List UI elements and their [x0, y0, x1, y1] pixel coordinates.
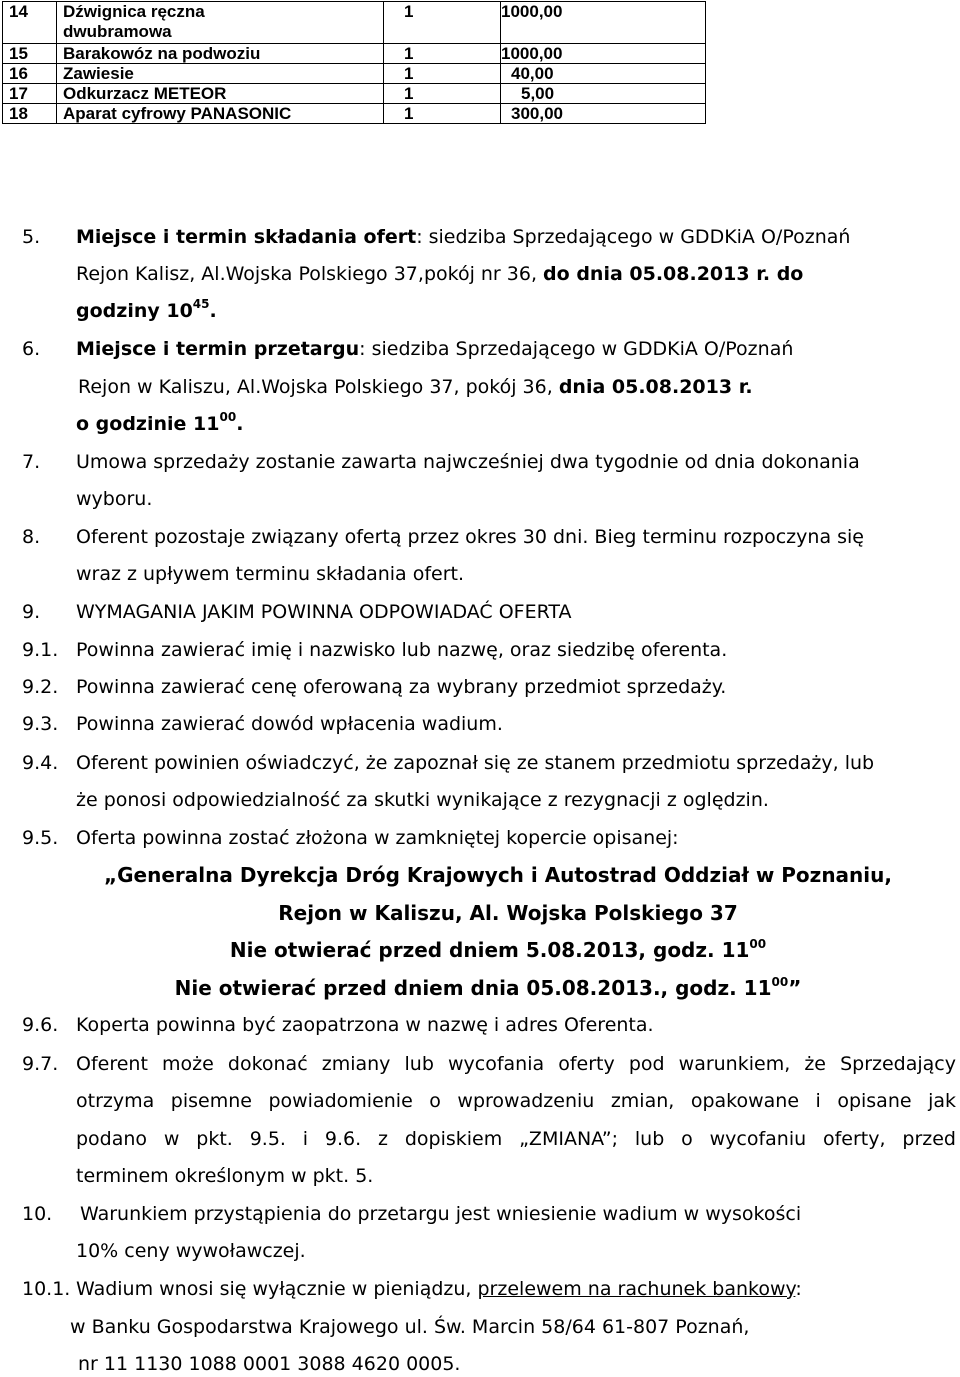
section-9-2-line-1: Powinna zawierać cenę oferowaną za wybrany przedmiot sprzedaży.: [76, 676, 727, 698]
section-9-1-number: 9.1.: [22, 639, 59, 661]
section-6-line-2: Rejon w Kaliszu, Al.Wojska Polskiego 37, pokój 36, dnia 05.08.2013 r.: [78, 376, 753, 398]
section-9-7-number: 9.7.: [22, 1053, 59, 1075]
item-quantity: 1: [384, 84, 501, 104]
row-number: 15: [3, 44, 57, 64]
items-table: [2, 1, 706, 124]
item-value: 1000,00: [501, 2, 706, 44]
table-row: [3, 44, 706, 64]
table-row: [3, 104, 706, 124]
table-row: [3, 84, 706, 104]
section-9-number: 9.: [22, 601, 41, 623]
section-9-2-number: 9.2.: [22, 676, 59, 698]
section-7-line-1: Umowa sprzedaży zostanie zawarta najwcześniej dwa tygodnie od dnia dokonania: [76, 451, 860, 473]
row-number: 16: [3, 64, 57, 84]
section-5-line-1: Miejsce i termin składania ofert: siedziba Sprzedającego w GDDKiA O/Poznań: [76, 226, 851, 248]
item-value: 300,00: [501, 104, 706, 124]
table-row: [3, 2, 706, 44]
row-number: 18: [3, 104, 57, 124]
item-quantity: 1: [384, 104, 501, 124]
envelope-line-3: Nie otwierać przed dniem 5.08.2013, godz. $11^{00}$: [229, 937, 767, 962]
section-6-line-1: Miejsce i termin przetargu: siedziba Sprzedającego w GDDKiA O/Poznań: [76, 338, 794, 360]
section-9-3-line-1: Powinna zawierać dowód wpłacenia wadium.: [76, 713, 503, 735]
item-name: Barakowóz na podwoziu: [57, 44, 384, 64]
section-8-number: 8.: [22, 526, 41, 548]
envelope-line-2: Rejon w Kaliszu, Al. Wojska Polskiego 37: [278, 901, 738, 925]
section-10-1-number: 10.1.: [22, 1278, 71, 1300]
item-quantity: 1: [384, 2, 501, 44]
section-5-number: 5.: [22, 226, 41, 248]
envelope-line-1: „Generalna Dyrekcja Dróg Krajowych i Autostrad Oddział w Poznaniu,: [104, 863, 892, 887]
section-9-4-line-2: że ponosi odpowiedzialność za skutki wynikające z rezygnacji z oględzin.: [76, 789, 769, 811]
section-10-line-1: Warunkiem przystąpienia do przetargu jest wniesienie wadium w wysokości: [80, 1203, 802, 1225]
section-10-1-line-2: w Banku Gospodarstwa Krajowego ul. Św. Marcin 58/64 61-807 Poznań,: [70, 1316, 750, 1338]
section-9-7-line-1: Oferent może dokonać zmiany lub wycofania oferty pod warunkiem, że Sprzedający: [76, 1053, 956, 1075]
section-9-4-number: 9.4.: [22, 752, 59, 774]
section-10-number: 10.: [22, 1203, 53, 1225]
section-9-5-line-1: Oferta powinna zostać złożona w zamkniętej kopercie opisanej:: [76, 827, 679, 849]
section-9-3-number: 9.3.: [22, 713, 59, 735]
row-number: 14: [3, 2, 57, 44]
section-9-4-line-1: Oferent powinien oświadczyć, że zapoznał się ze stanem przedmiotu sprzedaży, lub: [76, 752, 875, 774]
section-5-line-2: Rejon Kalisz, Al.Wojska Polskiego 37,pokój nr 36, do dnia 05.08.2013 r. do: [76, 263, 804, 285]
section-5-line-3: godziny $10^{45}$.: [76, 297, 217, 322]
section-9-6-line-1: Koperta powinna być zaopatrzona w nazwę i adres Oferenta.: [76, 1014, 654, 1036]
section-9-1-line-1: Powinna zawierać imię i nazwisko lub nazwę, oraz siedzibę oferenta.: [76, 639, 728, 661]
item-quantity: 1: [384, 44, 501, 64]
section-7-number: 7.: [22, 451, 41, 473]
section-9-7-line-3: podano w pkt. 9.5. i 9.6. z dopiskiem „ZMIANA”; lub o wycofaniu oferty, przed: [76, 1128, 956, 1150]
section-5-title: Miejsce i termin składania ofert: [76, 226, 417, 248]
section-7-line-2: wyboru.: [76, 488, 153, 510]
section-6-line-3: o godzinie $11^{00}$.: [76, 410, 244, 435]
section-9-7-line-4: terminem określonym w pkt. 5.: [76, 1165, 374, 1187]
section-9-5-number: 9.5.: [22, 827, 59, 849]
row-number: 17: [3, 84, 57, 104]
section-8-line-1: Oferent pozostaje związany ofertą przez okres 30 dni. Bieg terminu rozpoczyna się: [76, 526, 864, 548]
item-quantity: 1: [384, 64, 501, 84]
section-9-line-1: WYMAGANIA JAKIM POWINNA ODPOWIADAĆ OFERTA: [76, 601, 572, 623]
envelope-line-4: Nie otwierać przed dniem dnia 05.08.2013., godz. $11^{00}$”: [174, 975, 802, 1000]
item-name: Zawiesie: [57, 64, 384, 84]
item-value: 1000,00: [501, 44, 706, 64]
item-name: Dźwignica ręczna dwubramowa: [57, 2, 384, 44]
section-8-line-2: wraz z upływem terminu składania ofert.: [76, 563, 465, 585]
item-value: 40,00: [501, 64, 706, 84]
table-row: [3, 64, 706, 84]
section-10-line-2: 10% ceny wywoławczej.: [76, 1240, 306, 1262]
section-9-7-line-2: otrzyma pisemne powiadomienie o wprowadzeniu zmian, opakowane i opisane jak: [76, 1090, 956, 1112]
section-9-6-number: 9.6.: [22, 1014, 59, 1036]
section-10-1-line-3: nr 11 1130 1088 0001 3088 4620 0005.: [78, 1353, 461, 1375]
section-6-title: Miejsce i termin przetargu: [76, 338, 360, 360]
item-value: 5,00: [501, 84, 706, 104]
section-10-1-line-1: Wadium wnosi się wyłącznie w pieniądzu, przelewem na rachunek bankowy:: [76, 1278, 802, 1300]
item-name: Odkurzacz METEOR: [57, 84, 384, 104]
item-name: Aparat cyfrowy PANASONIC: [57, 104, 384, 124]
section-6-number: 6.: [22, 338, 41, 360]
